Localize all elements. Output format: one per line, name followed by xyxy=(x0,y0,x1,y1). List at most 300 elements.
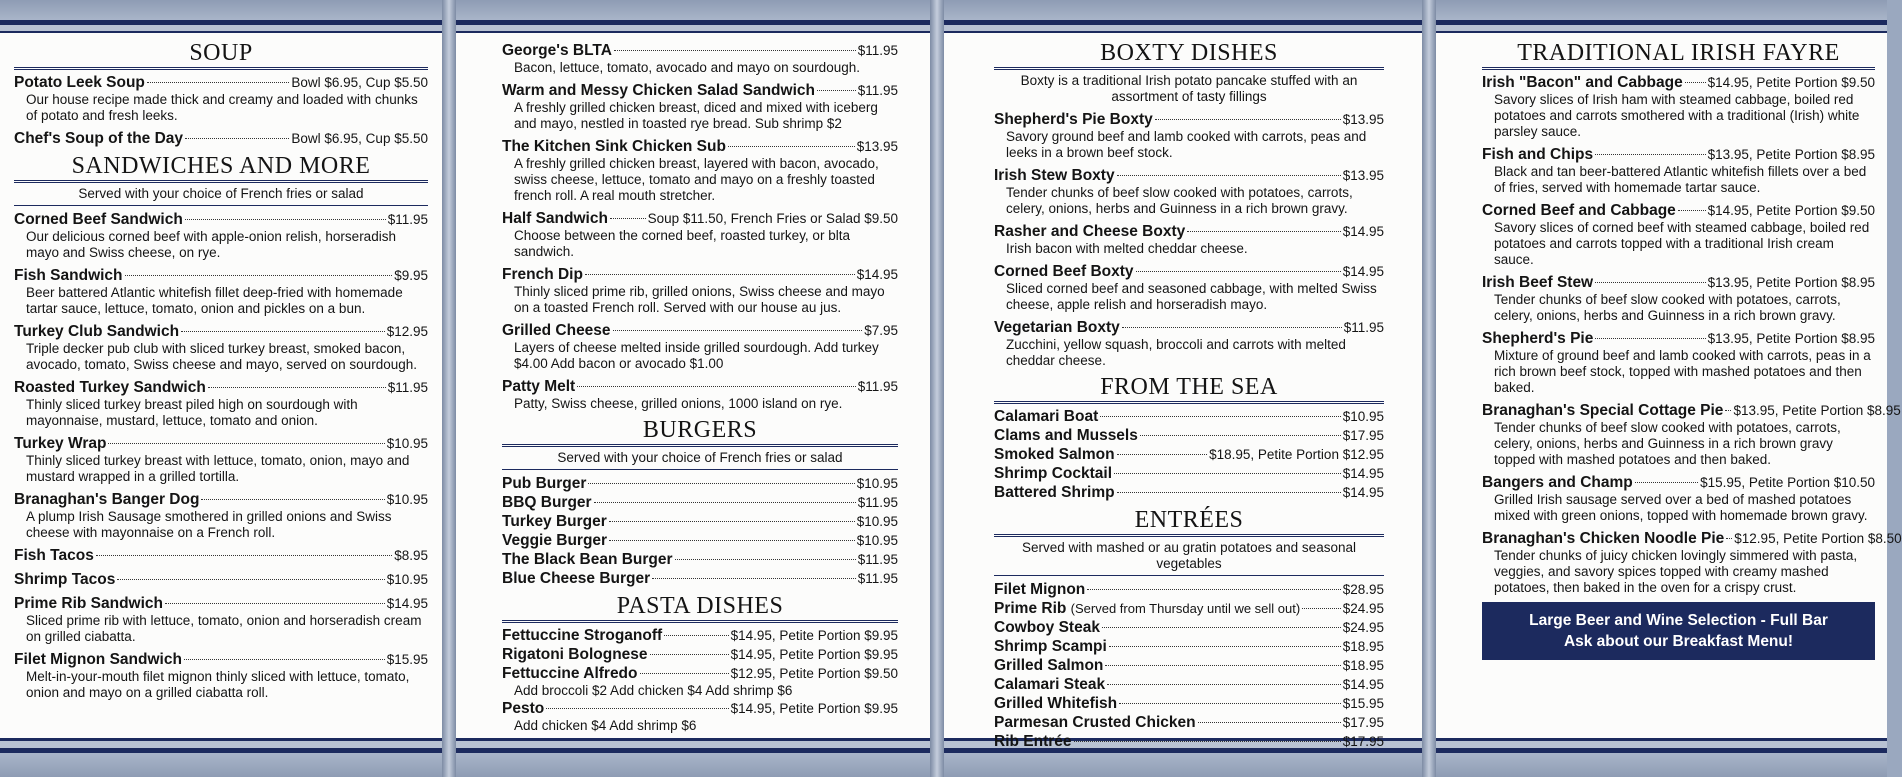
menu-item xyxy=(1482,273,1875,324)
menu-item xyxy=(1482,401,1901,468)
menu-item xyxy=(502,550,898,569)
menu-item-name xyxy=(502,699,544,718)
menu-item-name-text: The Kitchen Sink Chicken Sub xyxy=(502,138,726,155)
dot-leader xyxy=(1678,210,1706,211)
menu-item-name-text: Irish Beef Stew xyxy=(1482,274,1594,291)
menu-item xyxy=(502,493,898,512)
dot-leader xyxy=(1726,538,1732,539)
menu-item-name-text: Prime Rib xyxy=(994,600,1067,617)
dot-leader xyxy=(664,635,728,636)
menu-item-description: Tender chunks of beef slow cooked with potatoes, carrots, celery, onions, herbs and Guinness in a rich brown gravy. xyxy=(1006,185,1353,216)
menu-item xyxy=(502,626,898,645)
menu-item-row xyxy=(994,464,1384,483)
menu-item-name-text: Battered Shrimp xyxy=(994,484,1115,501)
menu-item-price: $14.95 xyxy=(1342,224,1384,239)
menu-item xyxy=(1482,201,1875,268)
menu-item-price: $12.95 xyxy=(386,324,428,339)
dot-leader xyxy=(652,578,856,579)
dot-leader xyxy=(1685,82,1706,83)
menu-item xyxy=(994,222,1384,257)
menu-item-name-text: Rib Entrée xyxy=(994,733,1072,750)
menu-item-price: $10.95 xyxy=(856,533,898,548)
menu-item-description: Layers of cheese melted inside grilled sourdough. Add turkey $4.00 Add bacon or avocado $1.00 xyxy=(514,340,879,371)
menu-item-row xyxy=(14,322,428,341)
menu-item xyxy=(14,129,428,148)
menu-item-row xyxy=(994,618,1384,637)
menu-item-name xyxy=(502,474,586,493)
section-title-sea: FROM THE SEA xyxy=(994,375,1384,404)
menu-item-price: $13.95, Petite Portion $8.95 xyxy=(1733,403,1901,418)
dot-leader xyxy=(1155,119,1341,120)
menu-item-description: Bacon, lettuce, tomato, avocado and mayo on sourdough. xyxy=(514,60,860,75)
menu-item-row xyxy=(14,570,428,589)
menu-item-price: $17.95 xyxy=(1342,428,1384,443)
section-title-sandwiches: SANDWICHES AND MORE xyxy=(14,154,428,183)
menu-item-name-text: French Dip xyxy=(502,266,583,283)
menu-item-name xyxy=(502,377,575,396)
menu-item-description: A freshly grilled chicken breast, diced and mixed with iceberg and mayo, nestled in toasted rye bread. Sub shrimp $2 xyxy=(514,100,878,131)
menu-item-name-text: Turkey Club Sandwich xyxy=(14,323,180,340)
menu-item xyxy=(502,265,898,316)
menu-item-price: Soup $11.50, French Fries or Salad $9.50 xyxy=(647,211,898,226)
menu-item-name xyxy=(14,129,183,148)
menu-item-price: $10.95 xyxy=(386,436,428,451)
dot-leader xyxy=(1122,327,1342,328)
menu-item-name-text: Rigatoni Bolognese xyxy=(502,646,648,663)
menu-item-price: $13.95, Petite Portion $8.95 xyxy=(1707,275,1875,290)
dot-leader xyxy=(1117,492,1341,493)
menu-item-name xyxy=(502,550,673,569)
menu-item-description: Sliced prime rib with lettuce, tomato, onion and horseradish cream on grilled ciabatta. xyxy=(26,613,422,644)
menu-item-description: Melt-in-your-mouth filet mignon thinly sliced with lettuce, tomato, onion and mayo on a grilled ciabatta roll. xyxy=(26,669,410,700)
menu-item-name xyxy=(14,650,182,669)
menu-item xyxy=(14,378,428,429)
promo-line-bar: Large Beer and Wine Selection - Full Bar xyxy=(1529,612,1828,629)
fold-crease xyxy=(1422,0,1436,777)
menu-item xyxy=(14,73,428,124)
menu-item-description: Tender chunks of beef slow cooked with potatoes, carrots, celery, onions, herbs and Guinness in a rich brown gravy topped with mashed potatoes and then baked. xyxy=(1494,420,1841,467)
fold-crease xyxy=(930,0,944,777)
menu-item xyxy=(994,445,1384,464)
menu-item-name-text: Patty Melt xyxy=(502,378,576,395)
menu-item-description: Savory slices of Irish ham with steamed cabbage, boiled red potatoes and carrots smothered with a traditional (Irish) white parsley sauce. xyxy=(1494,92,1860,139)
menu-item xyxy=(994,732,1384,751)
menu-item-row xyxy=(1482,73,1875,92)
menu-item-price: $11.95 xyxy=(857,379,898,394)
menu-item xyxy=(994,713,1384,732)
menu-item-name-text: Calamari Boat xyxy=(994,408,1099,425)
menu-item-description: Choose between the corned beef, roasted turkey, or blta sandwich. xyxy=(514,228,850,259)
menu-item-name xyxy=(502,81,815,100)
menu-item-name-text: Branaghan's Special Cottage Pie xyxy=(1482,402,1724,419)
menu-item-name-text: Shrimp Tacos xyxy=(14,571,116,588)
dot-leader xyxy=(1117,454,1208,455)
dot-leader xyxy=(1198,722,1341,723)
menu-item-price: $14.95, Petite Portion $9.95 xyxy=(730,628,898,643)
menu-item-row xyxy=(14,129,428,148)
menu-item-row xyxy=(1482,273,1875,292)
dot-leader xyxy=(1107,684,1341,685)
dot-leader xyxy=(594,502,856,503)
menu-item-row xyxy=(502,512,898,531)
dot-leader xyxy=(1102,627,1341,628)
menu-item-price: $18.95 xyxy=(1342,639,1384,654)
dot-leader xyxy=(1119,703,1341,704)
pasta-list xyxy=(502,626,898,734)
menu-item-price: $18.95, Petite Portion $12.95 xyxy=(1209,447,1384,462)
menu-item-price: $10.95 xyxy=(386,492,428,507)
menu-item-name-text: Fettuccine Alfredo xyxy=(502,665,638,682)
menu-item-row xyxy=(994,407,1384,426)
menu-item xyxy=(502,321,898,372)
menu-item-price: $24.95 xyxy=(1342,620,1384,635)
dot-leader xyxy=(1109,646,1341,647)
menu-item-row xyxy=(994,222,1384,241)
dot-leader xyxy=(613,330,863,331)
menu-item-name-text: Fettuccine Stroganoff xyxy=(502,627,663,644)
menu-item-description: Add chicken $4 Add shrimp $6 xyxy=(514,718,697,733)
menu-item-price: $13.95, Petite Portion $8.95 xyxy=(1707,147,1875,162)
menu-item-price: Bowl $6.95, Cup $5.50 xyxy=(291,75,428,90)
dot-leader xyxy=(147,82,289,83)
menu-item-price: $11.95 xyxy=(1343,320,1384,335)
menu-item-price: $11.95 xyxy=(857,43,898,58)
menu-item-description: Thinly sliced turkey breast piled high on sourdough with mayonnaise, mustard, lettuce, tomato and onion. xyxy=(26,397,358,428)
menu-item-name-text: Pesto xyxy=(502,700,545,717)
menu-item-name-text: George's BLTA xyxy=(502,42,612,59)
menu-item-description: Triple decker pub club with sliced turkey breast, smoked bacon, avocado, tomato, Swiss cheese and mayo, served on sourdough. xyxy=(26,341,417,372)
menu-item-price: $10.95 xyxy=(856,514,898,529)
menu-item-name-text: Cowboy Steak xyxy=(994,619,1100,636)
menu-item-name xyxy=(14,73,145,92)
menu-item-name xyxy=(994,464,1112,483)
menu-item xyxy=(994,618,1384,637)
menu-item-price: $10.95 xyxy=(1342,409,1384,424)
menu-item-row xyxy=(502,645,898,664)
menu-item-name-text: Calamari Steak xyxy=(994,676,1106,693)
menu-item-name xyxy=(994,110,1153,129)
menu-item-price: $14.95, Petite Portion $9.50 xyxy=(1707,203,1875,218)
menu-item-price: $14.95 xyxy=(386,596,428,611)
menu-item xyxy=(994,464,1384,483)
menu-item-row xyxy=(502,550,898,569)
burger-list xyxy=(502,474,898,588)
menu-item-name xyxy=(14,266,123,285)
dot-leader xyxy=(184,659,385,660)
menu-item xyxy=(1482,145,1875,196)
menu-item xyxy=(994,675,1384,694)
menu-item-price: $15.95, Petite Portion $10.50 xyxy=(1700,475,1875,490)
dot-leader xyxy=(1114,473,1341,474)
dot-leader xyxy=(650,654,729,655)
menu-item-description: Irish bacon with melted cheddar cheese. xyxy=(1006,241,1248,256)
dot-leader xyxy=(609,521,855,522)
menu-item xyxy=(502,137,898,204)
menu-item-description: Savory slices of corned beef with steamed cabbage, boiled red potatoes and carrots topped with a traditional Irish cream sauce. xyxy=(1494,220,1870,267)
sea-list xyxy=(994,407,1384,502)
dot-leader xyxy=(1725,410,1731,411)
menu-item xyxy=(1482,473,1875,524)
menu-item xyxy=(994,694,1384,713)
menu-item-name-text: Half Sandwich xyxy=(502,210,608,227)
menu-item-name xyxy=(1482,529,1724,548)
menu-item-name-text: Shrimp Cocktail xyxy=(994,465,1112,482)
menu-item xyxy=(994,599,1384,618)
dot-leader xyxy=(610,218,646,219)
menu-item xyxy=(502,512,898,531)
menu-item-row xyxy=(14,546,428,565)
menu-item xyxy=(502,645,898,664)
menu-item-price: $14.95 xyxy=(856,267,898,282)
fold-crease xyxy=(442,0,456,777)
menu-item-price: $10.95 xyxy=(856,476,898,491)
dot-leader xyxy=(1635,482,1698,483)
menu-item-name xyxy=(14,378,206,397)
menu-item-row xyxy=(14,73,428,92)
menu-item-name xyxy=(994,407,1098,426)
menu-item-row xyxy=(14,490,428,509)
menu-item-price: $28.95 xyxy=(1342,582,1384,597)
menu-item-row xyxy=(502,321,898,340)
menu-item-row xyxy=(1482,145,1875,164)
menu-item-price: $13.95 xyxy=(1342,168,1384,183)
menu-item-price: $9.95 xyxy=(394,268,428,283)
menu-item-description: Tender chunks of beef slow cooked with potatoes, carrots, celery, onions, herbs and Guinness in a rich brown gravy. xyxy=(1494,292,1841,323)
menu-item-description: Sliced corned beef and seasoned cabbage, with melted Swiss cheese, apple relish and horseradish mayo. xyxy=(1006,281,1377,312)
menu-item xyxy=(502,699,898,734)
section-title-pasta: PASTA DISHES xyxy=(502,594,898,623)
menu-item xyxy=(14,594,428,645)
menu-item-price: $14.95, Petite Portion $9.50 xyxy=(1707,75,1875,90)
dot-leader xyxy=(588,483,854,484)
menu-item-description: Mixture of ground beef and lamb cooked with carrots, peas in a rich brown beef stock, topped with mashed potatoes and then baked. xyxy=(1494,348,1871,395)
menu-item-row xyxy=(994,732,1384,751)
menu-item-name xyxy=(994,222,1185,241)
dot-leader xyxy=(1140,435,1341,436)
menu-item-name-text: Smoked Salmon xyxy=(994,446,1115,463)
menu-item-name-text: Potato Leek Soup xyxy=(14,74,145,91)
menu-item xyxy=(502,664,898,699)
menu-item-name xyxy=(994,637,1107,656)
menu-item-name xyxy=(502,531,607,550)
section-title-burgers: BURGERS xyxy=(502,418,898,447)
menu-item-name xyxy=(14,594,163,613)
promo-line-breakfast: Ask about our Breakfast Menu! xyxy=(1563,633,1794,650)
menu-item-row xyxy=(994,637,1384,656)
menu-item-name xyxy=(994,732,1072,751)
dot-leader xyxy=(546,708,728,709)
menu-item-name xyxy=(994,599,1300,618)
menu-item-row xyxy=(994,713,1384,732)
menu-item-name xyxy=(502,265,583,284)
menu-item-price: $11.95 xyxy=(387,212,428,227)
menu-item xyxy=(994,426,1384,445)
entree-list xyxy=(994,580,1384,751)
menu-item-name-text: Corned Beef and Cabbage xyxy=(1482,202,1676,219)
menu-item xyxy=(502,41,898,76)
menu-item-row xyxy=(994,445,1384,464)
dot-leader xyxy=(1136,271,1341,272)
menu-item-name-text: Grilled Cheese xyxy=(502,322,611,339)
menu-item-name xyxy=(1482,473,1633,492)
menu-item xyxy=(502,531,898,550)
menu-item-name-text: Shrimp Scampi xyxy=(994,638,1107,655)
menu-item-price: $15.95 xyxy=(386,652,428,667)
menu-item-name-text: Turkey Wrap xyxy=(14,435,107,452)
menu-item xyxy=(994,580,1384,599)
section-intro-boxty: Boxty is a traditional Irish potato pancake stuffed with an assortment of tasty fillings xyxy=(1020,73,1358,104)
menu-item-name-text: Fish and Chips xyxy=(1482,146,1594,163)
menu-item-name xyxy=(502,645,648,664)
menu-item-price: $11.95 xyxy=(857,571,898,586)
menu-item-description: A freshly grilled chicken breast, layered with bacon, avocado, swiss cheese, lettuce, tomato and mayo on a freshly toasted french roll. A real mouth stretcher. xyxy=(514,156,879,203)
menu-item-description: Beer battered Atlantic whitefish fillet deep-fried with homemade tartar sauce, lettuce, tomato, onion and pickles on a bun. xyxy=(26,285,403,316)
dot-leader xyxy=(817,90,856,91)
menu-item xyxy=(994,483,1384,502)
menu-item-row xyxy=(994,483,1384,502)
menu-item-price: $12.95, Petite Portion $9.50 xyxy=(730,666,898,681)
dot-leader xyxy=(125,275,393,276)
menu-item xyxy=(14,434,428,485)
dot-leader xyxy=(1087,589,1340,590)
menu-item-name xyxy=(994,262,1134,281)
menu-item-name xyxy=(502,209,608,228)
menu-item xyxy=(994,656,1384,675)
menu-item xyxy=(14,570,428,589)
menu-item-price: $11.95 xyxy=(857,552,898,567)
menu-item-row xyxy=(994,656,1384,675)
menu-item-name-text: Prime Rib Sandwich xyxy=(14,595,164,612)
dot-leader xyxy=(208,387,386,388)
menu-item-price: $14.95 xyxy=(1342,264,1384,279)
menu-item-description: Savory ground beef and lamb cooked with carrots, peas and leeks in a brown beef stock. xyxy=(1006,129,1367,160)
menu-panel-3 xyxy=(944,33,1422,750)
menu-item-price: $11.95 xyxy=(857,495,898,510)
menu-item-description: Patty, Swiss cheese, grilled onions, 1000 island on rye. xyxy=(514,396,843,411)
menu-item xyxy=(14,266,428,317)
section-title-irish: TRADITIONAL IRISH FAYRE xyxy=(1482,41,1875,70)
irish-list xyxy=(1482,73,1902,596)
dot-leader xyxy=(1595,282,1706,283)
promo-banner xyxy=(1482,602,1875,660)
section-subtitle-sandwiches: Served with your choice of French fries or salad xyxy=(14,186,428,206)
menu-item xyxy=(502,81,898,132)
menu-item-row xyxy=(502,493,898,512)
menu-item-name xyxy=(994,713,1196,732)
section-title-entrees: ENTRÉES xyxy=(994,508,1384,537)
menu-item xyxy=(502,377,898,412)
menu-item-name xyxy=(502,321,611,340)
menu-item-name xyxy=(502,137,726,156)
menu-item-row xyxy=(994,426,1384,445)
menu-item-price: $13.95 xyxy=(856,139,898,154)
menu-item xyxy=(994,318,1384,369)
menu-item-row xyxy=(1482,201,1875,220)
menu-item-name-text: Branaghan's Chicken Noodle Pie xyxy=(1482,530,1725,547)
menu-item-price: $15.95 xyxy=(1342,696,1384,711)
menu-item-name xyxy=(994,426,1138,445)
menu-item-name-text: Corned Beef Sandwich xyxy=(14,211,183,228)
dot-leader xyxy=(108,443,384,444)
menu-item-row xyxy=(502,569,898,588)
menu-item-row xyxy=(994,694,1384,713)
menu-item-row xyxy=(994,580,1384,599)
menu-item-name xyxy=(14,210,183,229)
dot-leader xyxy=(1074,741,1341,742)
menu-item-name-text: Bangers and Champ xyxy=(1482,474,1633,491)
menu-item-row xyxy=(994,675,1384,694)
menu-item-price: $17.95 xyxy=(1342,734,1384,749)
more-sandwich-list xyxy=(502,41,898,412)
menu-item-price: $13.95 xyxy=(1342,112,1384,127)
menu-item-name-text: Turkey Burger xyxy=(502,513,607,530)
dot-leader xyxy=(1302,608,1341,609)
boxty-list xyxy=(994,110,1384,369)
menu-item xyxy=(994,407,1384,426)
menu-item xyxy=(1482,529,1902,596)
menu-item-name-text: Shepherd's Pie xyxy=(1482,330,1594,347)
dot-leader xyxy=(1595,338,1705,339)
menu-item-price: $14.95 xyxy=(1342,485,1384,500)
menu-item-row xyxy=(994,262,1384,281)
menu-item-name-text: Fish Tacos xyxy=(14,547,94,564)
menu-item-row xyxy=(14,650,428,669)
soup-list xyxy=(14,73,428,148)
menu-item-price: $11.95 xyxy=(387,380,428,395)
menu-item-name-text: Fish Sandwich xyxy=(14,267,123,284)
menu-item-name-text: Irish "Bacon" and Cabbage xyxy=(1482,74,1683,91)
menu-item-price: $18.95 xyxy=(1342,658,1384,673)
menu-item-name xyxy=(14,546,94,565)
menu-item-name-text: Grilled Salmon xyxy=(994,657,1104,674)
menu-item-name xyxy=(1482,273,1593,292)
menu-item-name xyxy=(994,166,1115,185)
menu-item-price: $17.95 xyxy=(1342,715,1384,730)
menu-item-row xyxy=(1482,329,1875,348)
menu-panel-1 xyxy=(0,33,442,738)
menu-item-row xyxy=(994,110,1384,129)
menu-item-row xyxy=(14,210,428,229)
menu-item xyxy=(14,210,428,261)
menu-item-note: (Served from Thursday until we sell out) xyxy=(1070,601,1301,616)
menu-item-description: Zucchini, yellow squash, broccoli and carrots with melted cheddar cheese. xyxy=(1006,337,1346,368)
menu-item-row xyxy=(1482,401,1901,420)
dot-leader xyxy=(185,219,386,220)
menu-item-row xyxy=(1482,529,1902,548)
menu-item-name xyxy=(502,664,638,683)
menu-item xyxy=(1482,73,1875,140)
menu-item-row xyxy=(502,41,898,60)
menu-item xyxy=(14,322,428,373)
menu-item-name xyxy=(502,41,612,60)
dot-leader xyxy=(609,540,855,541)
menu-item xyxy=(994,110,1384,161)
menu-item-name-text: Chef's Soup of the Day xyxy=(14,130,184,147)
menu-item-name-text: Clams and Mussels xyxy=(994,427,1138,444)
menu-item xyxy=(502,209,898,260)
menu-item-name-text: Vegetarian Boxty xyxy=(994,319,1120,336)
menu-item-price: $14.95, Petite Portion $9.95 xyxy=(730,701,898,716)
menu-item-name-text: Pub Burger xyxy=(502,475,587,492)
menu-item-name-text: Corned Beef Boxty xyxy=(994,263,1134,280)
menu-item-description: Thinly sliced prime rib, grilled onions, Swiss cheese and mayo on a toasted French roll. Served with our house au jus. xyxy=(514,284,885,315)
menu-item-name-text: Blue Cheese Burger xyxy=(502,570,651,587)
menu-item-name xyxy=(994,445,1115,464)
menu-item-name xyxy=(1482,329,1593,348)
menu-item xyxy=(14,490,428,541)
menu-item-row xyxy=(502,81,898,100)
menu-item-row xyxy=(502,531,898,550)
